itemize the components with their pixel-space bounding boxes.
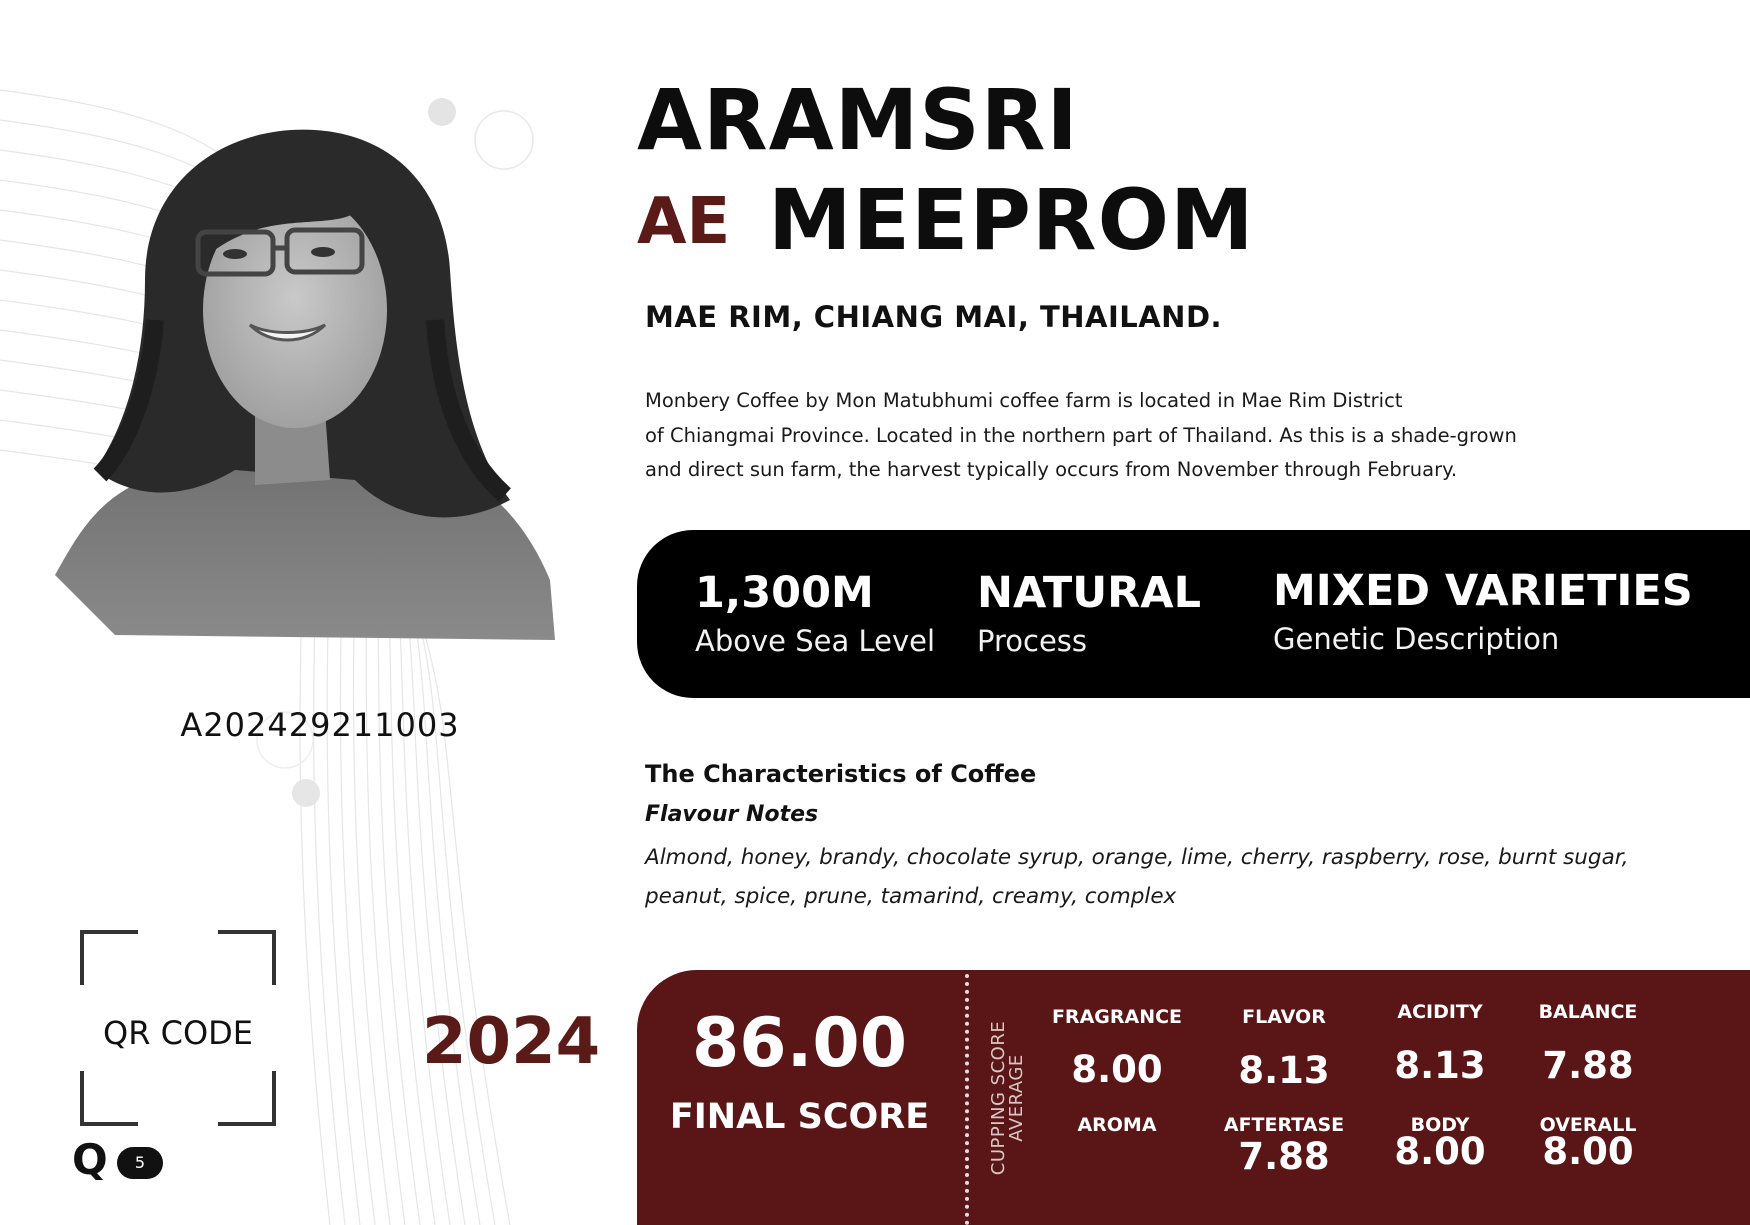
flavor-label: FLAVOR: [1242, 1006, 1326, 1028]
fragrance-value: 8.00: [1071, 1048, 1163, 1091]
variety-label: Genetic Description: [1273, 622, 1560, 656]
flavour-notes-title: Flavour Notes: [645, 802, 819, 827]
q-logo: Q: [72, 1135, 108, 1184]
flavour-notes-line: peanut, spice, prune, tamarind, creamy, complex: [645, 884, 1177, 909]
acidity-value: 8.13: [1394, 1044, 1486, 1087]
aroma-label: AROMA: [1077, 1114, 1157, 1136]
harvest-year: 2024: [422, 1005, 601, 1079]
overall-label: OVERALL: [1539, 1114, 1637, 1136]
altitude-value: 1,300M: [695, 568, 874, 618]
final-score-value: 86.00: [691, 1004, 908, 1083]
description-line: Monbery Coffee by Mon Matubhumi coffee farm is located in Mae Rim District: [645, 389, 1403, 412]
q-badge: 5: [117, 1147, 163, 1179]
characteristics-title: The Characteristics of Coffee: [645, 760, 1037, 788]
score-band: [637, 970, 1750, 1225]
flavour-notes-line: Almond, honey, brandy, chocolate syrup, orange, lime, cherry, raspberry, rose, burnt sugar,: [645, 845, 1629, 870]
farm-description: [645, 384, 1645, 488]
aftertaste-label: AFTERTASE: [1223, 1114, 1345, 1136]
farm-location: MAE RIM, CHIANG MAI, THAILAND.: [645, 300, 1223, 334]
description-line: and direct sun farm, the harvest typically occurs from November through February.: [645, 458, 1458, 481]
variety-value: MIXED VARIETIES: [1273, 566, 1693, 616]
fragrance-label: FRAGRANCE: [1051, 1006, 1183, 1028]
flavour-notes: [645, 838, 1665, 916]
farmer-portrait: [55, 120, 560, 640]
farmer-first-name: ARAMSRI: [637, 71, 1079, 169]
cupping-caption-line2: AVERAGE: [1006, 1054, 1027, 1142]
description-line: of Chiangmai Province. Located in the northern part of Thailand. As this is a shade-grown: [645, 423, 1517, 447]
altitude-info: [695, 568, 936, 658]
flavor-value: 8.13: [1238, 1049, 1330, 1092]
balance-value: 7.88: [1542, 1044, 1634, 1087]
farmer-nickname: AE: [637, 185, 731, 259]
info-band: [637, 530, 1750, 698]
overall-value: 8.00: [1542, 1130, 1634, 1173]
process-info: [977, 568, 1201, 658]
balance-label: BALANCE: [1538, 1001, 1638, 1023]
score-divider: [965, 974, 969, 1225]
cupping-caption-line1: CUPPING SCORE: [988, 1020, 1009, 1176]
altitude-label: Above Sea Level: [695, 624, 936, 658]
farm-code: A202429211003: [180, 706, 460, 744]
final-score-label: FINAL SCORE: [669, 1097, 930, 1137]
acidity-label: ACIDITY: [1397, 1001, 1483, 1023]
body-value: 8.00: [1394, 1130, 1486, 1173]
cupping-score-caption: [990, 1013, 1050, 1183]
farmer-last-name: MEEPROM: [768, 171, 1255, 269]
body-label: BODY: [1410, 1114, 1470, 1136]
process-value: NATURAL: [977, 568, 1201, 618]
variety-info: [1273, 566, 1693, 656]
process-label: Process: [977, 624, 1088, 658]
qr-code-label: QR CODE: [103, 1014, 253, 1052]
aftertaste-value: 7.88: [1238, 1135, 1330, 1178]
